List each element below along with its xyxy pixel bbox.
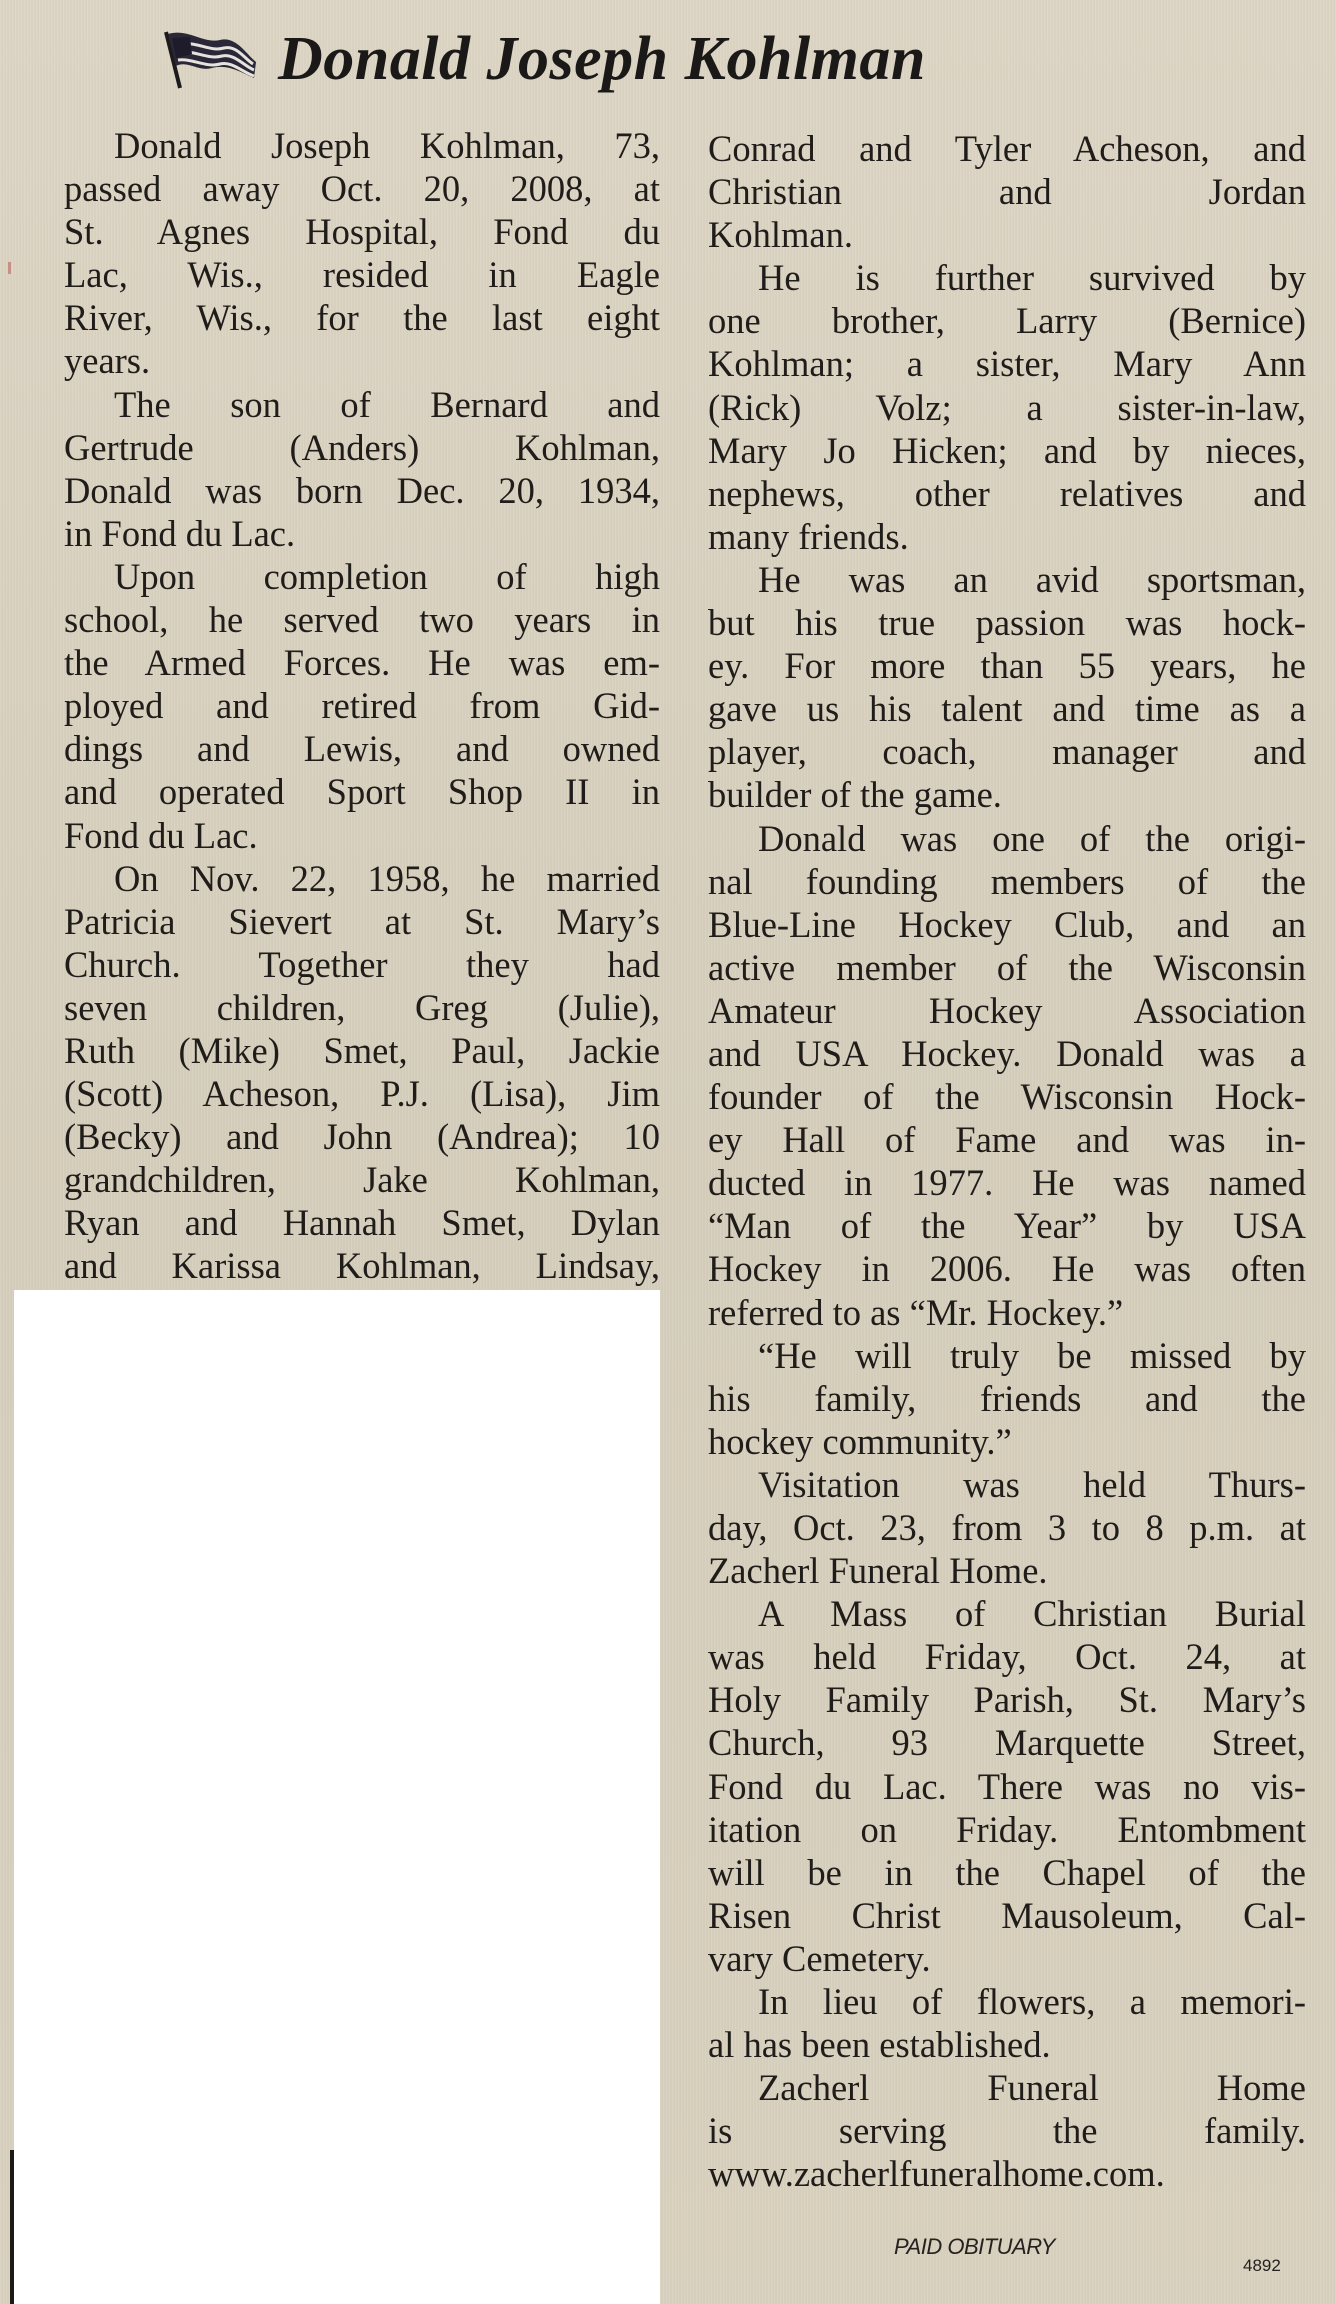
text-line: ployed and retired from Gid-: [64, 685, 660, 727]
text-line: On Nov. 22, 1958, he married: [114, 857, 660, 899]
text-line: Conrad and Tyler Acheson, and: [708, 128, 1306, 169]
text-line: Patricia Sievert at St. Mary’s: [64, 900, 660, 942]
text-line: (Scott) Acheson, P.J. (Lisa), Jim: [64, 1073, 660, 1115]
text-line: Donald was one of the origi-: [758, 817, 1306, 859]
text-line: Upon completion of high: [114, 555, 660, 597]
text-line: Holy Family Parish, St. Mary’s: [708, 1679, 1306, 1721]
text-line: referred to as “Mr. Hockey.”: [708, 1291, 1124, 1333]
text-line: ey Hall of Fame and was in-: [708, 1119, 1306, 1161]
text-line: gave us his talent and time as a: [708, 688, 1306, 730]
paid-obituary-label: PAID OBITUARY: [894, 2234, 1055, 2259]
paper-speck: [8, 262, 11, 274]
clipping-edge-line: [10, 2150, 14, 2304]
text-line: Donald was born Dec. 20, 1934,: [64, 469, 660, 511]
text-line: Fond du Lac. There was no vis-: [708, 1765, 1306, 1807]
text-line: Church. Together they had: [64, 943, 660, 985]
left-text-column: [64, 124, 660, 1288]
text-line: vary Cemetery.: [708, 1937, 931, 1979]
american-flag-icon: [158, 28, 258, 90]
text-line: Ryan and Hannah Smet, Dylan: [64, 1202, 660, 1244]
text-line: but his true passion was hock-: [708, 602, 1306, 644]
text-line: Ruth (Mike) Smet, Paul, Jackie: [64, 1029, 660, 1071]
text-line: “He will truly be missed by: [758, 1334, 1306, 1376]
text-line: Risen Christ Mausoleum, Cal-: [708, 1894, 1306, 1936]
text-line: ey. For more than 55 years, he: [708, 645, 1306, 687]
text-line: builder of the game.: [708, 774, 1002, 816]
text-line: Amateur Hockey Association: [708, 989, 1306, 1031]
text-line: Kohlman; a sister, Mary Ann: [708, 343, 1306, 385]
text-line: nal founding members of the: [708, 860, 1306, 902]
text-line: will be in the Chapel of the: [708, 1851, 1306, 1893]
text-line: The son of Bernard and: [114, 383, 660, 425]
text-line: ducted in 1977. He was named: [708, 1162, 1306, 1204]
text-line: his family, friends and the: [708, 1377, 1306, 1419]
obituary-title: Donald Joseph Kohlman: [278, 25, 926, 93]
text-line: Visitation was held Thurs-: [758, 1463, 1306, 1505]
ad-number: 4892: [1243, 2256, 1281, 2275]
text-line: Mary Jo Hicken; and by nieces,: [708, 429, 1306, 471]
text-line: (Rick) Volz; a sister-in-law,: [708, 386, 1306, 428]
text-line: In lieu of flowers, a memori-: [758, 1981, 1306, 2023]
text-line: founder of the Wisconsin Hock-: [708, 1076, 1306, 1118]
text-line: Zacherl Funeral Home: [758, 2067, 1306, 2109]
text-line: and USA Hockey. Donald was a: [708, 1032, 1306, 1074]
text-line: the Armed Forces. He was em-: [64, 642, 660, 684]
right-text-column: [708, 127, 1306, 2196]
text-line: “Man of the Year” by USA: [708, 1205, 1306, 1247]
text-line: years.: [64, 340, 151, 382]
text-line: grandchildren, Jake Kohlman,: [64, 1159, 660, 1201]
text-line: dings and Lewis, and owned: [64, 728, 660, 770]
text-line: He was an avid sportsman,: [758, 558, 1306, 600]
text-line: many friends.: [708, 515, 909, 557]
blank-cutout-area: [14, 1290, 660, 2304]
text-line: www.zacherlfuneralhome.com.: [708, 2153, 1165, 2195]
text-line: one brother, Larry (Bernice): [708, 300, 1306, 342]
text-line: River, Wis., for the last eight: [64, 297, 660, 339]
text-line: day, Oct. 23, from 3 to 8 p.m. at: [708, 1507, 1306, 1548]
text-line: in Fond du Lac.: [64, 512, 296, 554]
text-line: Fond du Lac.: [64, 814, 258, 856]
text-line: Hockey in 2006. He was often: [708, 1248, 1306, 1290]
text-line: Gertrude (Anders) Kohlman,: [64, 426, 660, 468]
text-line: St. Agnes Hospital, Fond du: [64, 211, 660, 253]
text-line: active member of the Wisconsin: [708, 946, 1306, 988]
text-line: and operated Sport Shop II in: [64, 771, 660, 813]
text-line: seven children, Greg (Julie),: [64, 986, 660, 1028]
text-line: passed away Oct. 20, 2008, at: [64, 168, 660, 210]
text-line: player, coach, manager and: [708, 731, 1306, 773]
text-line: Christian and Jordan: [708, 171, 1306, 213]
text-line: Blue-Line Hockey Club, and an: [708, 903, 1306, 945]
text-line: and Karissa Kohlman, Lindsay,: [64, 1245, 660, 1287]
text-line: Zacherl Funeral Home.: [708, 1550, 1048, 1592]
text-line: al has been established.: [708, 2024, 1051, 2066]
text-line: itation on Friday. Entombment: [708, 1808, 1306, 1850]
text-line: Church, 93 Marquette Street,: [708, 1722, 1306, 1764]
text-line: school, he served two years in: [64, 599, 660, 641]
text-line: A Mass of Christian Burial: [758, 1593, 1306, 1635]
text-line: (Becky) and John (Andrea); 10: [64, 1116, 660, 1158]
text-line: was held Friday, Oct. 24, at: [708, 1636, 1306, 1678]
text-line: nephews, other relatives and: [708, 472, 1306, 514]
text-line: Donald Joseph Kohlman, 73,: [114, 125, 660, 166]
text-line: Lac, Wis., resided in Eagle: [64, 254, 660, 296]
text-line: hockey community.”: [708, 1420, 1012, 1462]
text-line: is serving the family.: [708, 2110, 1306, 2152]
text-line: He is further survived by: [758, 257, 1306, 299]
text-line: Kohlman.: [708, 214, 853, 256]
